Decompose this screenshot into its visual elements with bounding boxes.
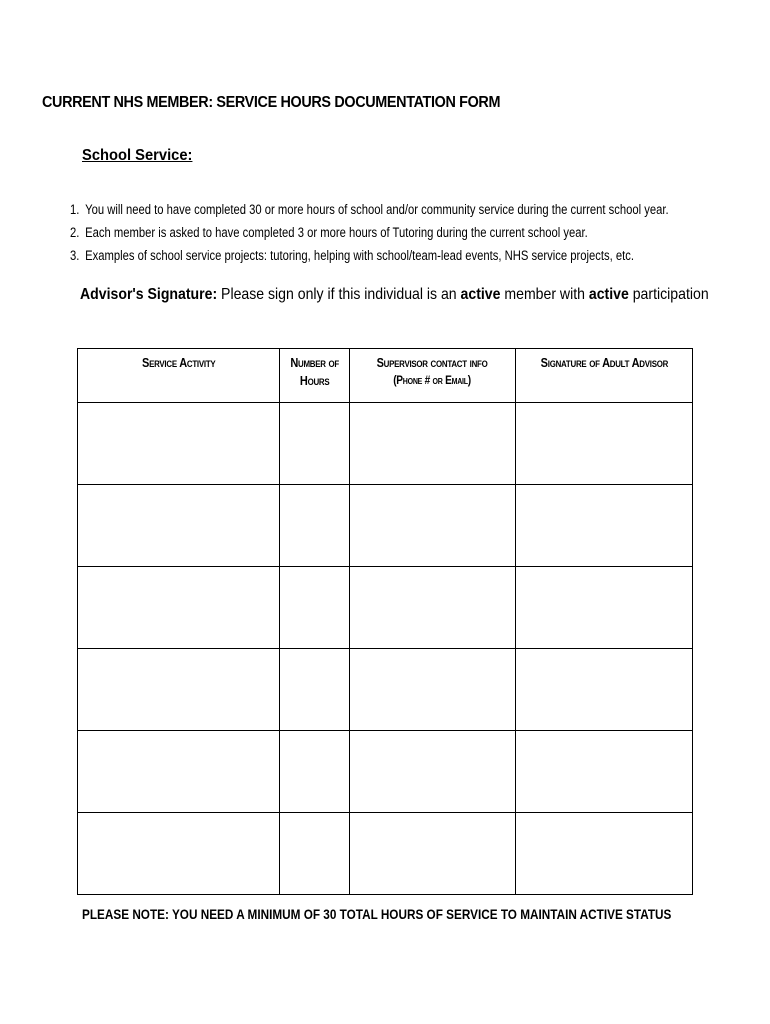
- table-row: [78, 567, 693, 649]
- advisor-text-part: participation: [628, 286, 709, 303]
- header-number-of-hours: Number of Hours: [280, 349, 350, 403]
- hours-cell[interactable]: [280, 485, 350, 567]
- header-service-activity: Service Activity: [78, 349, 280, 403]
- supervisor-contact-cell[interactable]: [350, 731, 516, 813]
- supervisor-contact-cell[interactable]: [350, 813, 516, 895]
- advisor-signature-cell[interactable]: [516, 403, 693, 485]
- table-row: [78, 485, 693, 567]
- hours-cell[interactable]: [280, 403, 350, 485]
- instruction-number: 2.: [70, 225, 80, 240]
- instruction-item: [70, 221, 669, 244]
- advisor-text-part: member with: [500, 286, 589, 303]
- instruction-text: Each member is asked to have completed 3 or more hours of Tutoring during the current school year.: [85, 225, 588, 240]
- hours-cell[interactable]: [280, 567, 350, 649]
- hours-cell[interactable]: [280, 813, 350, 895]
- instruction-number: 1.: [70, 202, 80, 217]
- service-activity-cell[interactable]: [78, 731, 280, 813]
- service-activity-cell[interactable]: [78, 567, 280, 649]
- service-hours-table: [77, 348, 693, 895]
- minimum-hours-note: PLEASE NOTE: YOU NEED A MINIMUM OF 30 TOTAL HOURS OF SERVICE TO MAINTAIN ACTIVE STATUS: [82, 906, 672, 922]
- instructions-list: [70, 198, 669, 267]
- advisor-signature-instruction: [80, 286, 709, 304]
- table-row: [78, 731, 693, 813]
- table-header-row: [78, 349, 693, 403]
- table-row: [78, 649, 693, 731]
- advisor-emphasis: active: [588, 286, 629, 303]
- supervisor-contact-cell[interactable]: [350, 485, 516, 567]
- hours-cell[interactable]: [280, 649, 350, 731]
- instruction-text: Examples of school service projects: tutoring, helping with school/team-lead events, NHS service projects, etc.: [85, 248, 635, 263]
- form-title: CURRENT NHS MEMBER: SERVICE HOURS DOCUMENTATION FORM: [42, 94, 501, 111]
- advisor-signature-label: Advisor's Signature:: [80, 286, 218, 303]
- supervisor-contact-cell[interactable]: [350, 567, 516, 649]
- instruction-number: 3.: [70, 248, 80, 263]
- service-activity-cell[interactable]: [78, 649, 280, 731]
- header-supervisor-contact: Supervisor contact info (Phone # or Email): [350, 349, 516, 403]
- advisor-emphasis: active: [460, 286, 501, 303]
- advisor-text-part: Please sign only if this individual is an: [217, 286, 461, 303]
- table-row: [78, 813, 693, 895]
- supervisor-contact-cell[interactable]: [350, 649, 516, 731]
- supervisor-contact-cell[interactable]: [350, 403, 516, 485]
- instruction-item: [70, 244, 669, 267]
- instruction-item: [70, 198, 669, 221]
- advisor-signature-cell[interactable]: [516, 813, 693, 895]
- section-heading-school-service: School Service:: [82, 147, 193, 164]
- advisor-signature-cell[interactable]: [516, 731, 693, 813]
- service-activity-cell[interactable]: [78, 813, 280, 895]
- hours-cell[interactable]: [280, 731, 350, 813]
- header-advisor-signature: Signature of Adult Advisor: [516, 349, 693, 403]
- table-row: [78, 403, 693, 485]
- advisor-signature-cell[interactable]: [516, 485, 693, 567]
- service-activity-cell[interactable]: [78, 403, 280, 485]
- service-activity-cell[interactable]: [78, 485, 280, 567]
- instruction-text: You will need to have completed 30 or more hours of school and/or community service during the current school year.: [85, 202, 669, 217]
- advisor-signature-cell[interactable]: [516, 567, 693, 649]
- advisor-signature-cell[interactable]: [516, 649, 693, 731]
